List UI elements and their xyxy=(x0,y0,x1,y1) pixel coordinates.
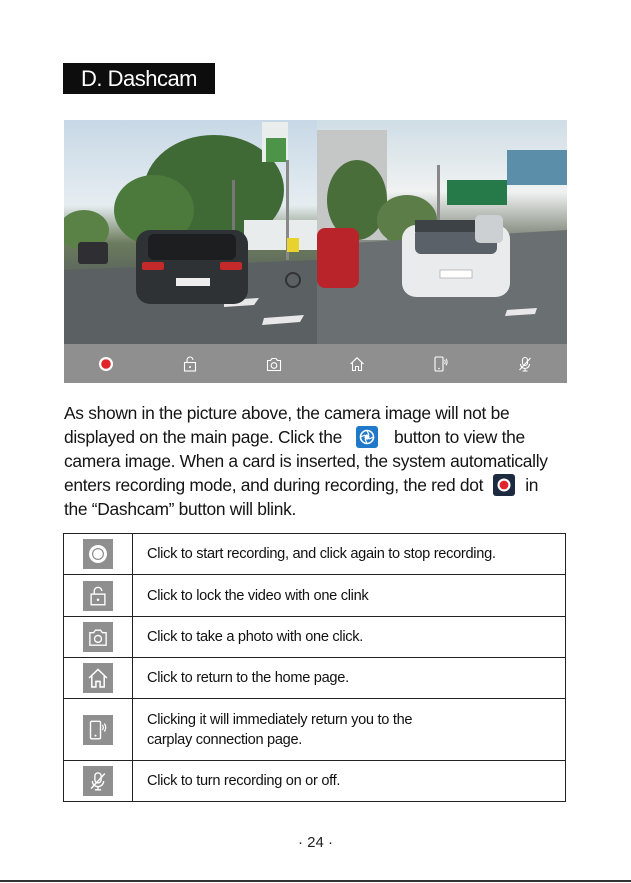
paragraph-text: displayed on the main page. Click the xyxy=(64,427,342,447)
paragraph-text: button to view the xyxy=(393,427,525,447)
table-row xyxy=(64,761,565,801)
mic-off-icon xyxy=(83,766,113,796)
home-icon[interactable] xyxy=(348,355,366,373)
row-description-line: Clicking it will immediately return you to the xyxy=(147,711,413,728)
table-row xyxy=(64,699,565,761)
lock-icon[interactable] xyxy=(181,355,199,373)
table-row xyxy=(64,575,565,617)
page-number: · 24 · xyxy=(297,834,333,851)
row-description: Click to start recording, and click again to stop recording. xyxy=(147,546,496,562)
row-description: Click to lock the video with one clink xyxy=(147,587,369,604)
paragraph-line xyxy=(64,425,584,449)
paragraph-text: in xyxy=(525,475,539,495)
button-function-table xyxy=(63,533,566,802)
home-icon xyxy=(83,663,113,693)
bottom-rule xyxy=(0,880,631,882)
paragraph-line: the “Dashcam” button will blink. xyxy=(64,499,297,519)
row-description: Click to turn recording on or off. xyxy=(147,773,341,789)
description-paragraph xyxy=(64,401,584,521)
lock-icon xyxy=(83,581,113,611)
section-title: D. Dashcam xyxy=(63,63,215,94)
front-camera-view xyxy=(64,120,317,344)
record-icon xyxy=(83,539,113,569)
paragraph-line: As shown in the picture above, the camera image will not be xyxy=(64,403,510,423)
row-description-line: carplay connection page. xyxy=(147,731,303,748)
record-icon[interactable] xyxy=(97,355,115,373)
row-description: Click to take a photo with one click. xyxy=(147,629,364,645)
table-row xyxy=(64,534,565,575)
red-dot-icon xyxy=(493,474,515,496)
paragraph-text: enters recording mode, and during recording, the red dot xyxy=(64,475,484,495)
dashcam-toolbar xyxy=(64,344,567,383)
table-row xyxy=(64,658,565,699)
camera-icon[interactable] xyxy=(265,355,283,373)
phone-connect-icon xyxy=(83,715,113,745)
camera-icon xyxy=(83,622,113,652)
phone-connect-icon[interactable] xyxy=(432,355,450,373)
rear-camera-view xyxy=(317,120,567,344)
row-description: Click to return to the home page. xyxy=(147,670,349,686)
paragraph-line: camera image. When a card is inserted, the system automatically xyxy=(64,451,548,471)
paragraph-line xyxy=(64,473,584,497)
mic-off-icon[interactable] xyxy=(516,355,534,373)
table-row xyxy=(64,617,565,658)
row-description xyxy=(133,699,565,760)
dashcam-app-icon xyxy=(356,426,378,448)
dashcam-screenshot xyxy=(64,120,567,383)
